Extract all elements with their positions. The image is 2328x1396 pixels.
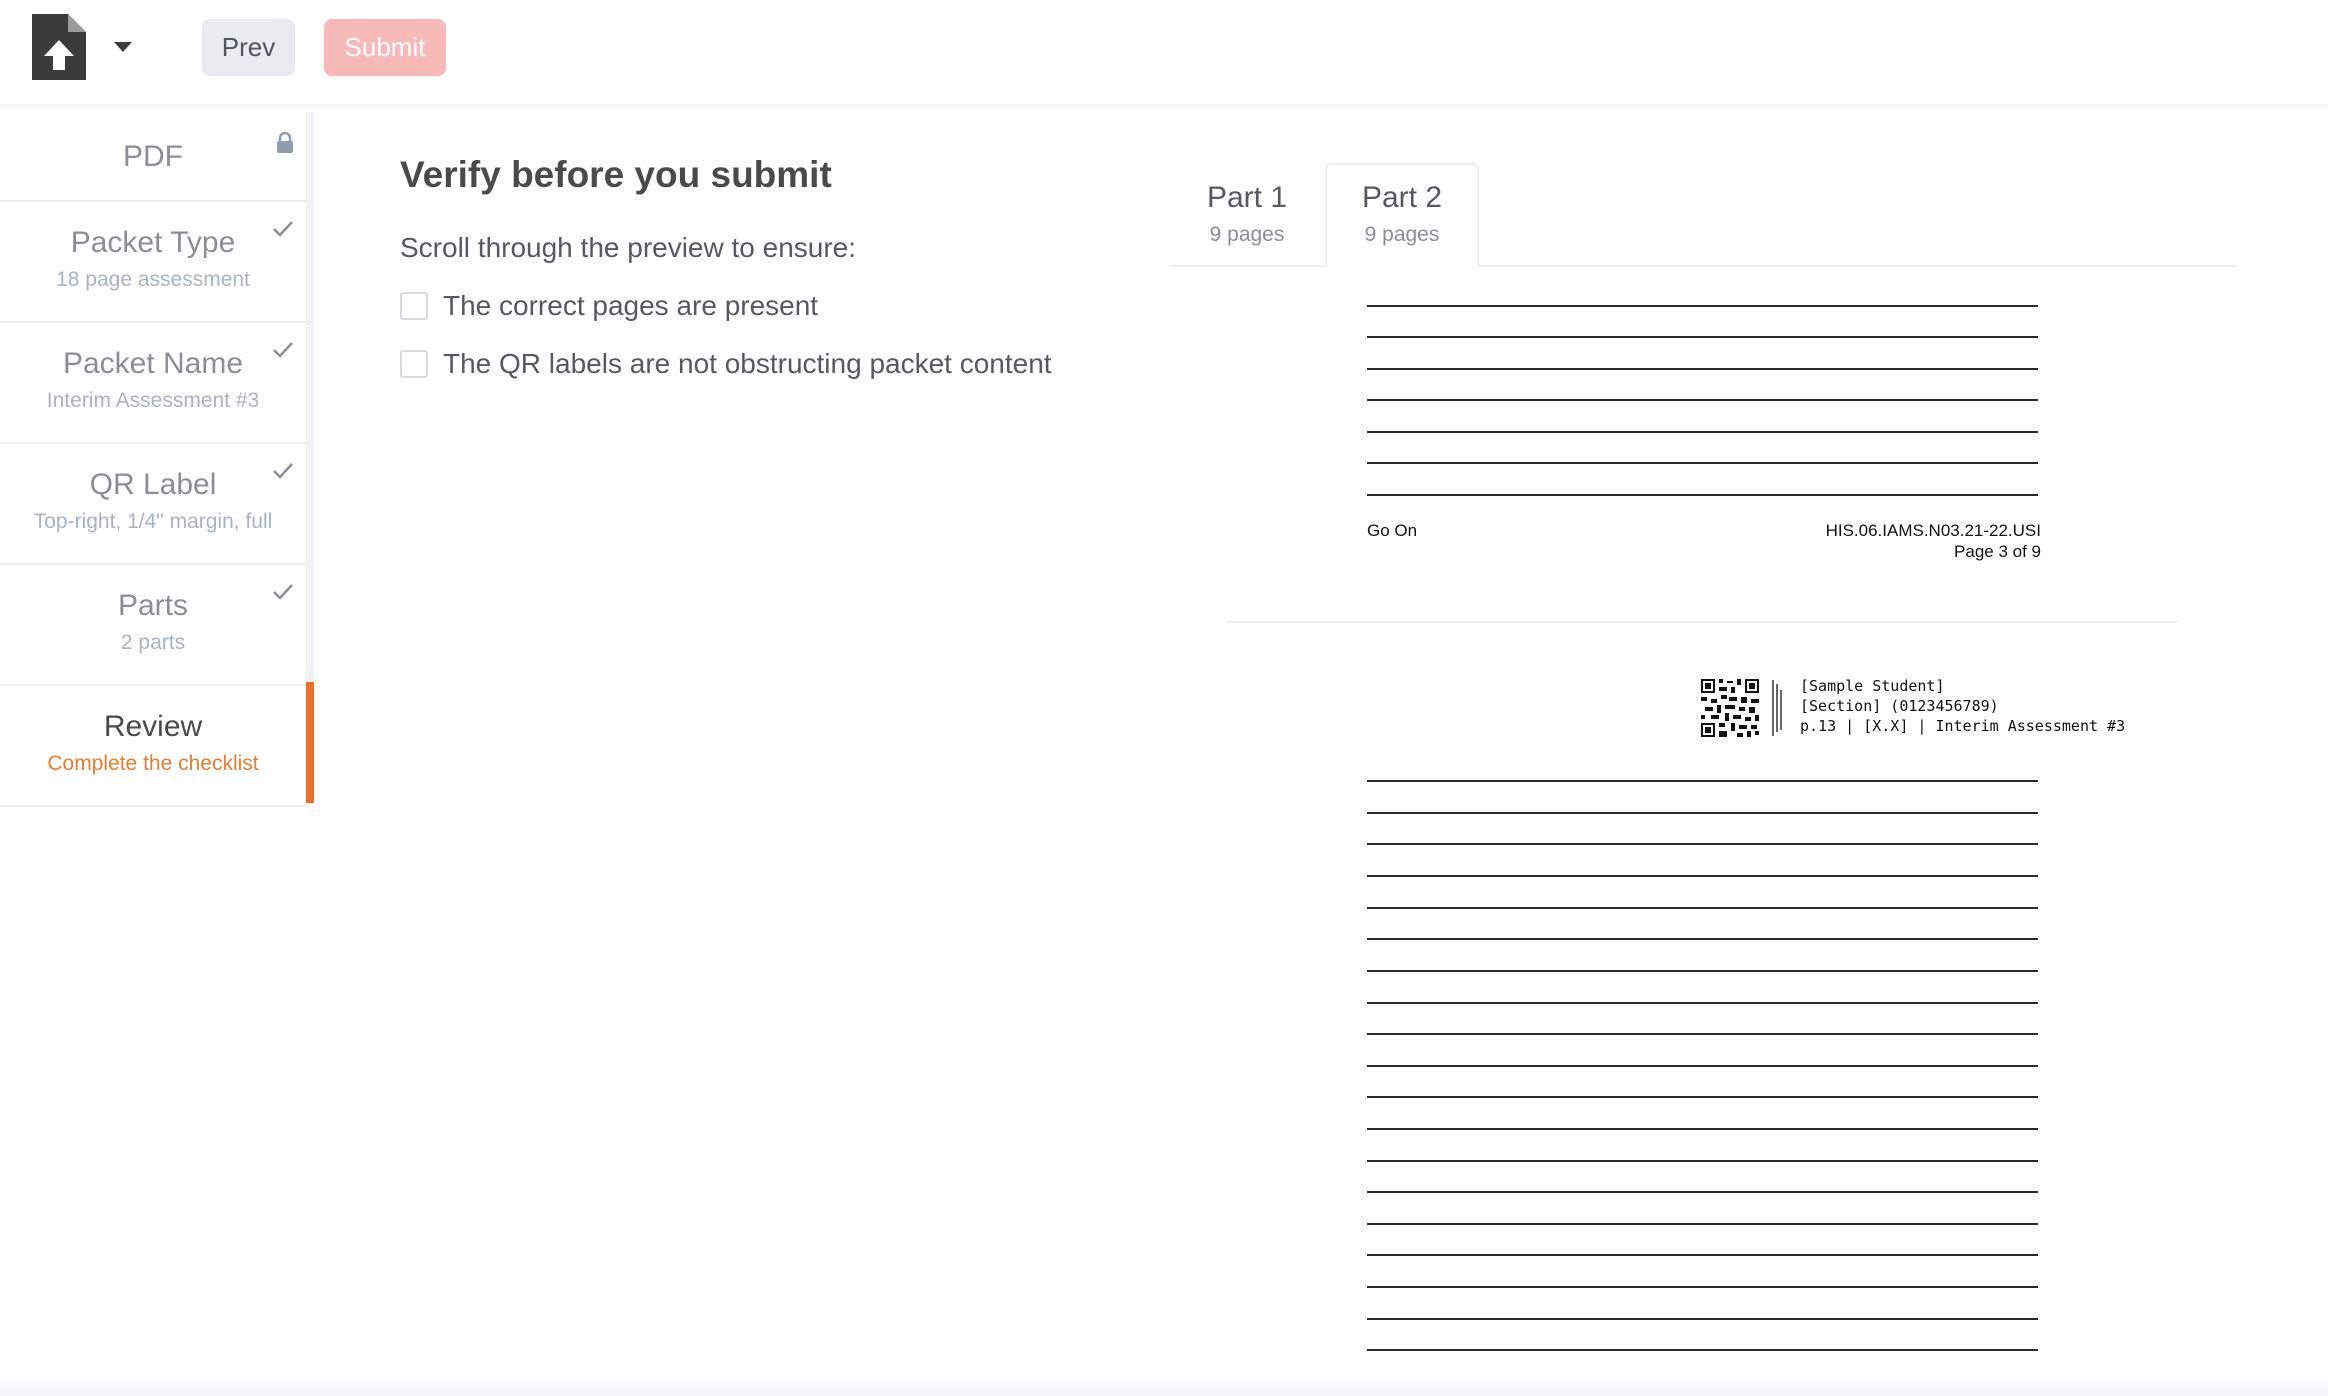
- page-footer-code: HIS.06.IAMS.N03.21-22.USI: [1825, 521, 2041, 540]
- checklist-item-label: The QR labels are not obstructing packet content: [443, 348, 1052, 379]
- checkmark-icon: [272, 220, 294, 238]
- answer-line: [1367, 1128, 2038, 1130]
- instruction-text: Scroll through the preview to ensure:: [400, 232, 857, 263]
- caret-down-icon[interactable]: [112, 40, 134, 54]
- file-upload-icon[interactable]: [32, 14, 86, 80]
- answer-line: [1367, 875, 2038, 877]
- sidebar-item-sub: 18 page assessment: [56, 268, 250, 291]
- answer-line: [1367, 1191, 2038, 1193]
- lock-icon: [276, 132, 294, 154]
- answer-line: [1367, 938, 2038, 940]
- answer-line: [1367, 1254, 2038, 1256]
- answer-line: [1367, 336, 2038, 338]
- sidebar-item-packet-type[interactable]: [0, 202, 306, 323]
- answer-line: [1367, 305, 2038, 307]
- sidebar-item-label: Packet Type: [70, 226, 236, 259]
- qr-label-line: [Sample Student]: [1800, 677, 1945, 695]
- bottom-edge: [0, 1370, 2328, 1396]
- sidebar-item-sub: Complete the checklist: [47, 752, 259, 775]
- sidebar-item-review[interactable]: [0, 686, 306, 807]
- answer-line: [1367, 1223, 2038, 1225]
- answer-line: [1367, 431, 2038, 433]
- tab-part-2[interactable]: [1325, 163, 1479, 267]
- tab-label: Part 1: [1206, 181, 1288, 214]
- checkmark-icon: [272, 341, 294, 359]
- sidebar-item-label: Packet Name: [62, 347, 244, 380]
- qr-label-line: [Section] (0123456789): [1800, 697, 1999, 715]
- answer-line: [1367, 1160, 2038, 1162]
- page-footer-left: Go On: [1367, 521, 1418, 540]
- page-footer-number: Page 3 of 9: [1954, 542, 2041, 561]
- qr-code-image: [1701, 679, 1759, 737]
- answer-line: [1367, 368, 2038, 370]
- tab-sub: 9 pages: [1209, 223, 1285, 246]
- sidebar-item-packet-name[interactable]: [0, 323, 306, 444]
- checklist-item-label: The correct pages are present: [443, 290, 819, 321]
- checkmark-icon: [272, 462, 294, 480]
- tab-sub: 9 pages: [1364, 223, 1440, 246]
- answer-line: [1367, 1096, 2038, 1098]
- answer-line: [1367, 1318, 2038, 1320]
- checkbox[interactable]: [400, 292, 428, 320]
- answer-line: [1367, 494, 2038, 496]
- qr-label-line: p.13 | [X.X] | Interim Assessment #3: [1800, 717, 2126, 735]
- checkmark-icon: [272, 583, 294, 601]
- sidebar-item-parts[interactable]: [0, 565, 306, 686]
- answer-line: [1367, 1349, 2038, 1351]
- active-step-indicator: [306, 682, 314, 803]
- answer-line: [1367, 1033, 2038, 1035]
- answer-line: [1367, 462, 2038, 464]
- prev-button[interactable]: Prev: [202, 19, 295, 76]
- sidebar-item-sub: Top-right, 1/4" margin, full: [33, 510, 273, 533]
- answer-line: [1367, 1002, 2038, 1004]
- answer-line: [1367, 1286, 2038, 1288]
- page-separator: [1227, 621, 2177, 623]
- pdf-preview[interactable]: [1170, 267, 2236, 1396]
- sidebar-item-label: QR Label: [89, 468, 217, 501]
- tab-part-1[interactable]: [1170, 163, 1324, 267]
- wizard-sidebar: [0, 108, 306, 804]
- answer-line: [1367, 1065, 2038, 1067]
- answer-line: [1367, 780, 2038, 782]
- page-title: Verify before you submit: [400, 154, 832, 195]
- qr-side-code-icon: [1770, 678, 1784, 738]
- answer-line: [1367, 812, 2038, 814]
- sidebar-item-sub: 2 parts: [120, 631, 186, 654]
- sidebar-item-label: PDF: [123, 140, 183, 173]
- answer-line: [1367, 907, 2038, 909]
- top-toolbar: [0, 0, 2328, 104]
- sidebar-rail: [306, 112, 314, 682]
- checkbox[interactable]: [400, 350, 428, 378]
- sidebar-item-qr-label[interactable]: [0, 444, 306, 565]
- answer-line: [1367, 970, 2038, 972]
- sidebar-item-sub: Interim Assessment #3: [46, 389, 260, 412]
- sidebar-item-pdf[interactable]: [0, 112, 306, 202]
- sidebar-item-label: Review: [103, 710, 203, 743]
- sidebar-item-label: Parts: [117, 589, 189, 622]
- answer-line: [1367, 399, 2038, 401]
- submit-button[interactable]: Submit: [324, 19, 446, 76]
- tab-label: Part 2: [1361, 181, 1443, 214]
- answer-line: [1367, 843, 2038, 845]
